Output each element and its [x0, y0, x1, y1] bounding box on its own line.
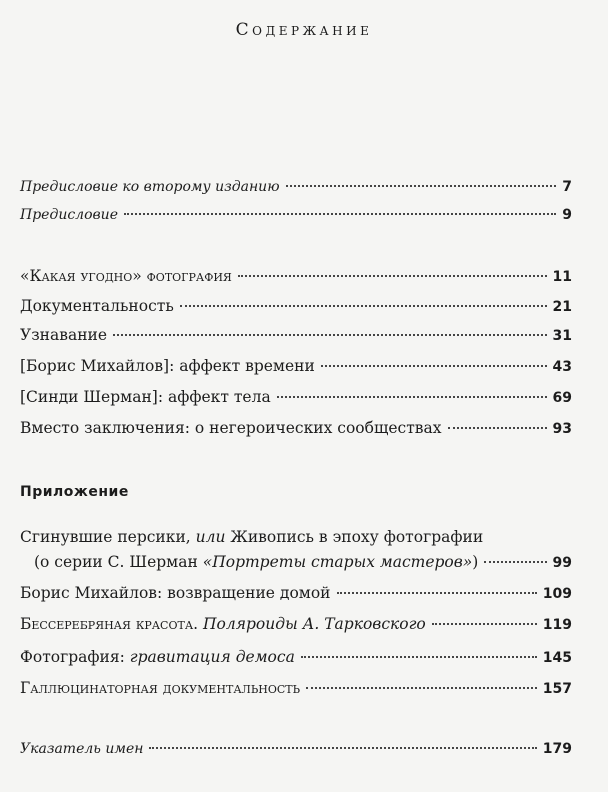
- toc-entry: [34, 553, 572, 572]
- toc-entry: [20, 178, 572, 196]
- toc-entry-label: Бессеребряная красота. Поляроиды А. Тарковского: [20, 615, 426, 633]
- section-heading: Приложение: [20, 484, 129, 500]
- toc-entry: [20, 584, 572, 603]
- toc-entry: [20, 388, 572, 407]
- dot-leader: [113, 334, 546, 336]
- toc-entry: [20, 615, 572, 634]
- dot-leader: [306, 687, 537, 689]
- toc-entry-page: 119: [542, 617, 572, 633]
- toc-entry-label: Фотография: гравитация демоса: [20, 648, 295, 666]
- toc-entry-page: 69: [552, 390, 572, 406]
- toc-entry-label: Вместо заключения: о негероических сообществах: [20, 419, 442, 437]
- toc-entry-line1: Сгинувшие персики, или Живопись в эпоху фотографии: [20, 528, 484, 546]
- toc-entry: [20, 326, 572, 345]
- toc-entry-page: 145: [542, 650, 572, 666]
- dot-leader: [321, 365, 547, 367]
- toc-entry: [20, 648, 572, 667]
- toc-entry: [20, 419, 572, 438]
- toc-entry-label: [Синди Шерман]: аффект тела: [20, 388, 271, 406]
- dot-leader: [124, 213, 556, 215]
- toc-entry-label: (о серии С. Шерман «Портреты старых мастеров»): [34, 553, 479, 571]
- dot-leader: [277, 396, 547, 398]
- toc-entry-label: Борис Михайлов: возвращение домой: [20, 584, 331, 602]
- toc-entry-page: 43: [552, 359, 572, 375]
- toc-entry-page: 93: [552, 421, 572, 437]
- toc-entry-page: 179: [542, 741, 572, 757]
- toc-entry-label: Предисловие: [20, 207, 118, 223]
- toc-entry-page: 11: [552, 269, 572, 285]
- page-title: Содержание: [235, 20, 373, 40]
- dot-leader: [484, 561, 546, 563]
- toc-entry-page: 21: [552, 299, 572, 315]
- dot-leader: [286, 185, 557, 187]
- toc-entry-label: Узнавание: [20, 326, 108, 344]
- toc-entry-page: 109: [542, 586, 572, 602]
- toc-entry-page: 99: [552, 555, 572, 571]
- dot-leader: [448, 427, 547, 429]
- toc-entry-label: «Какая угодно» фотография: [20, 267, 232, 285]
- dot-leader: [238, 275, 547, 277]
- toc-entry-label: [Борис Михайлов]: аффект времени: [20, 357, 315, 375]
- dot-leader: [180, 305, 547, 307]
- toc-entry-label: Документальность: [20, 297, 174, 315]
- dot-leader: [149, 747, 536, 749]
- dot-leader: [432, 623, 537, 625]
- toc-entry-label: Предисловие ко второму изданию: [20, 179, 280, 195]
- toc-entry: [20, 267, 572, 286]
- toc-entry-page: 9: [562, 207, 572, 223]
- toc-entry-page: 157: [542, 681, 572, 697]
- dot-leader: [337, 592, 537, 594]
- toc-entry: [20, 679, 572, 698]
- toc-entry-label: Указатель имен: [20, 741, 144, 757]
- toc-entry: [20, 297, 572, 316]
- toc-entry: [20, 740, 572, 758]
- toc-entry-page: 7: [562, 179, 572, 195]
- toc-entry: [20, 357, 572, 376]
- dot-leader: [301, 656, 537, 658]
- toc-entry: [20, 206, 572, 224]
- toc-entry-page: 31: [552, 328, 572, 344]
- toc-entry-label: Галлюцинаторная документальность: [20, 679, 301, 697]
